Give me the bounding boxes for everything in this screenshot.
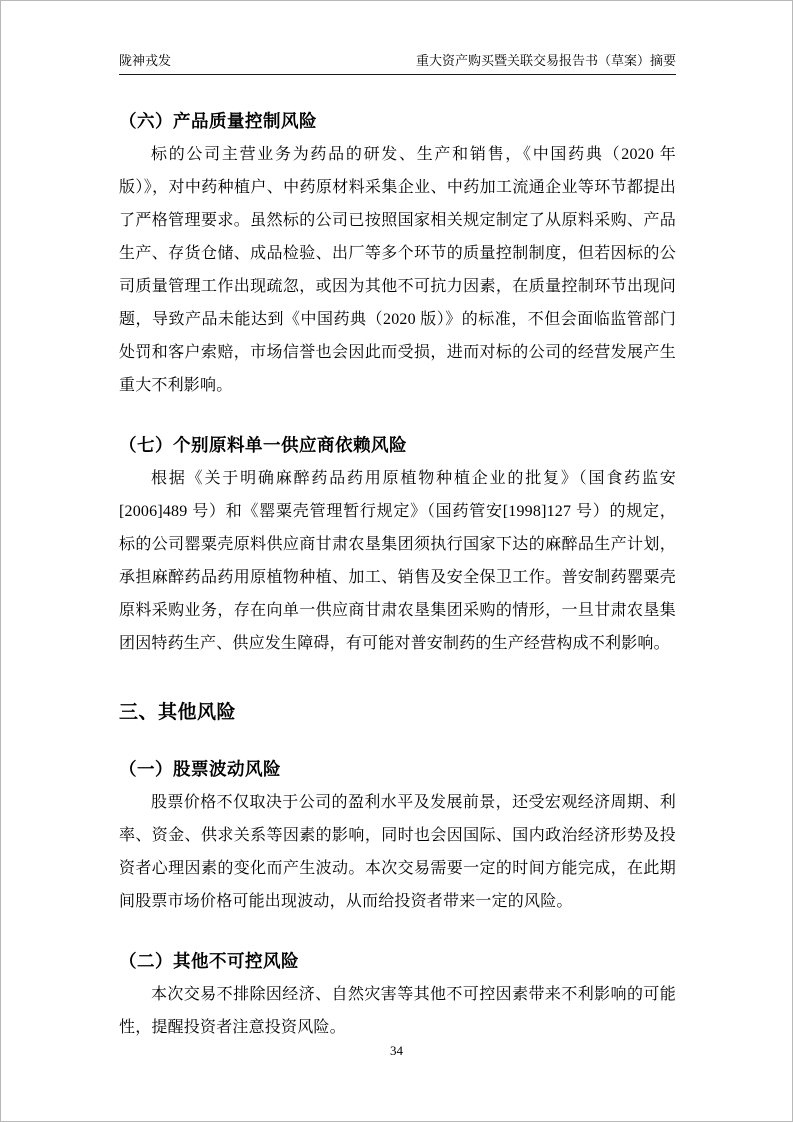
section-heading-stock-volatility-risk: （一）股票波动风险 <box>119 759 281 779</box>
chapter-heading-other-risks: 三、其他风险 <box>119 702 237 723</box>
running-header <box>119 52 676 75</box>
section-heading-single-supplier-risk: （七）个别原料单一供应商依赖风险 <box>119 435 407 455</box>
paragraph-product-quality-risk: 标的公司主营业务为药品的研发、生产和销售，《中国药典（2020 年版）》，对中药种植户、中药原材料采集企业、中药加工流通企业等环节都提出了严格管理要求。虽然标的公司已按照国家相关规定制定了从原料采购、产品生产、存货仓储、成品检验、出厂等多个环节的质量控制制度，但若因标的公司质量管理工作出现疏忽，或因为其他不可抗力因素，在质量控制环节出现问题，导致产品未能达到《中国药典（2020 版）》的标准，不但会面临监管部门处罚和客户索赔，市场信誉也会因此而受损，进而对标的公司的经营发展产生重大不利影响。 <box>119 146 676 394</box>
header-company-name: 陇神戎发 <box>119 53 172 68</box>
page-content <box>119 78 676 1048</box>
page-number: 34 <box>390 1043 403 1058</box>
paragraph-single-supplier-risk: 根据《关于明确麻醉药品药用原植物种植企业的批复》（国食药监安[2006]489 号）和《罂粟壳管理暂行规定》（国药管安[1998]127 号）的规定，标的公司罂粟壳原料供应商甘肃农垦集团须执行国家下达的麻醉品生产计划，承担麻醉药品药用原植物种植、加工、销售及安全保卫工作。普安制药罂粟壳原料采购业务，存在向单一供应商甘肃农垦集团采购的情形，一旦甘肃农垦集团因特药生产、供应发生障碍，有可能对普安制药的生产经营构成不利影响。 <box>119 470 676 652</box>
header-report-title: 重大资产购买暨关联交易报告书（草案）摘要 <box>415 53 676 68</box>
paragraph-uncontrollable-risk: 本次交易不排除因经济、自然灾害等其他不可控因素带来不利影响的可能性，提醒投资者注意投资风险。 <box>119 986 676 1036</box>
section-heading-product-quality-risk: （六）产品质量控制风险 <box>119 111 317 131</box>
paragraph-stock-volatility-risk: 股票价格不仅取决于公司的盈利水平及发展前景，还受宏观经济周期、利率、资金、供求关系等因素的影响，同时也会因国际、国内政治经济形势及投资者心理因素的变化而产生波动。本次交易需要一定的时间方能完成，在此期间股票市场价格可能出现波动，从而给投资者带来一定的风险。 <box>119 794 676 910</box>
section-heading-uncontrollable-risk: （二）其他不可控风险 <box>119 951 299 971</box>
